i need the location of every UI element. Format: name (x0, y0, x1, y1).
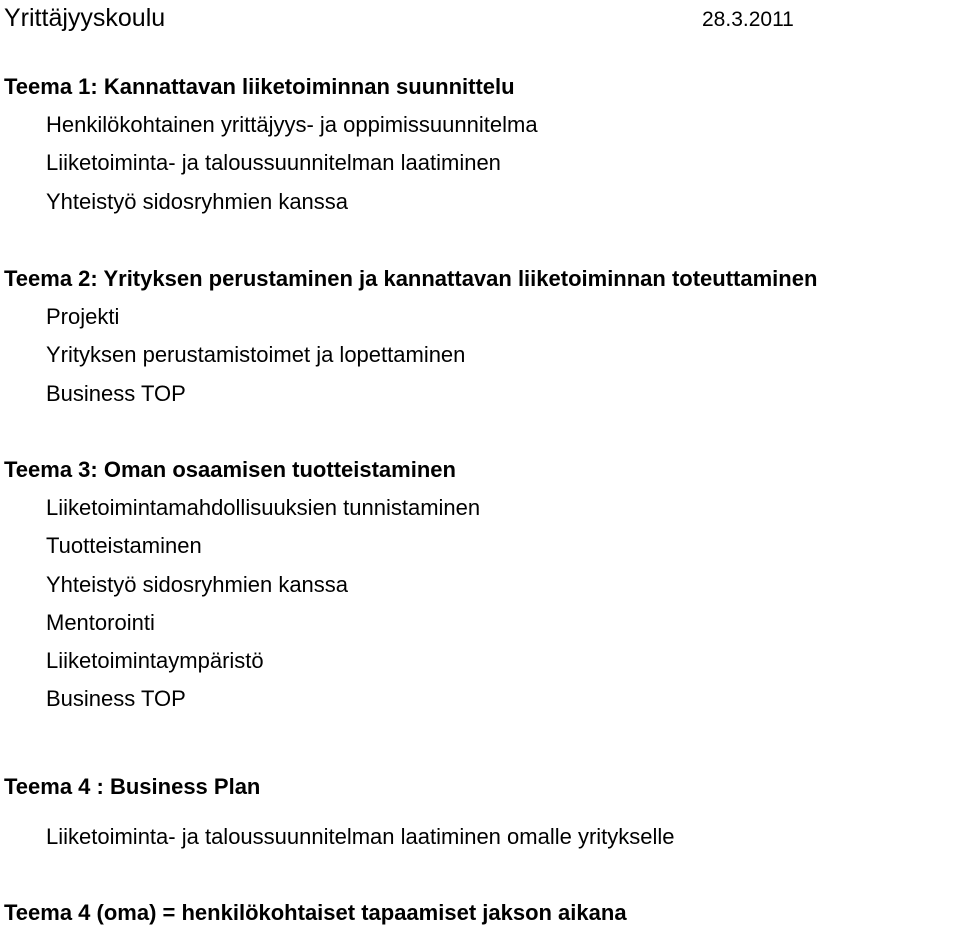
list-item: Liiketoimintamahdollisuuksien tunnistaminen (46, 495, 481, 520)
list-item: Liiketoiminta- ja taloussuunnitelman laatiminen omalle yritykselle (46, 824, 675, 849)
list-item: Business TOP (46, 380, 186, 406)
theme-1-section (4, 73, 954, 226)
theme-2-items (4, 303, 954, 418)
list-item: Tuotteistaminen (46, 533, 202, 559)
document-date: 28.3.2011 (702, 8, 794, 31)
theme-3-items (4, 494, 954, 724)
theme-3-title: Teema 3: Oman osaamisen tuotteistaminen (4, 457, 456, 482)
list-item: Mentorointi (46, 609, 155, 635)
theme-2-title: Teema 2: Yrityksen perustaminen ja kannattavan liiketoiminnan toteuttaminen (4, 266, 818, 291)
theme-4-oma-section (4, 899, 954, 929)
list-item: Projekti (46, 304, 120, 329)
list-item: Yhteistyö sidosryhmien kanssa (46, 188, 349, 214)
theme-4-items (4, 823, 954, 851)
theme-2-section (4, 265, 954, 418)
theme-1-items (4, 111, 954, 226)
theme-4-oma-title: Teema 4 (oma) = henkilökohtaiset tapaamiset jakson aikana (4, 900, 627, 925)
list-item: Yhteistyö sidosryhmien kanssa (46, 571, 349, 597)
list-item: Liiketoimintaympäristö (46, 648, 264, 674)
document-header (4, 0, 954, 38)
list-item: Henkilökohtainen yrittäjyys- ja oppimissuunnitelma (46, 112, 538, 137)
theme-3-section (4, 456, 954, 724)
list-item: Liiketoiminta- ja taloussuunnitelman laatiminen (46, 150, 501, 176)
theme-4-title: Teema 4 : Business Plan (4, 774, 261, 799)
document-title: Yrittäjyyskoulu (4, 4, 166, 32)
theme-1-title: Teema 1: Kannattavan liiketoiminnan suunnittelu (4, 74, 515, 99)
list-item: Business TOP (46, 686, 186, 712)
theme-4-section (4, 773, 954, 811)
list-item: Yrityksen perustamistoimet ja lopettaminen (46, 342, 466, 368)
